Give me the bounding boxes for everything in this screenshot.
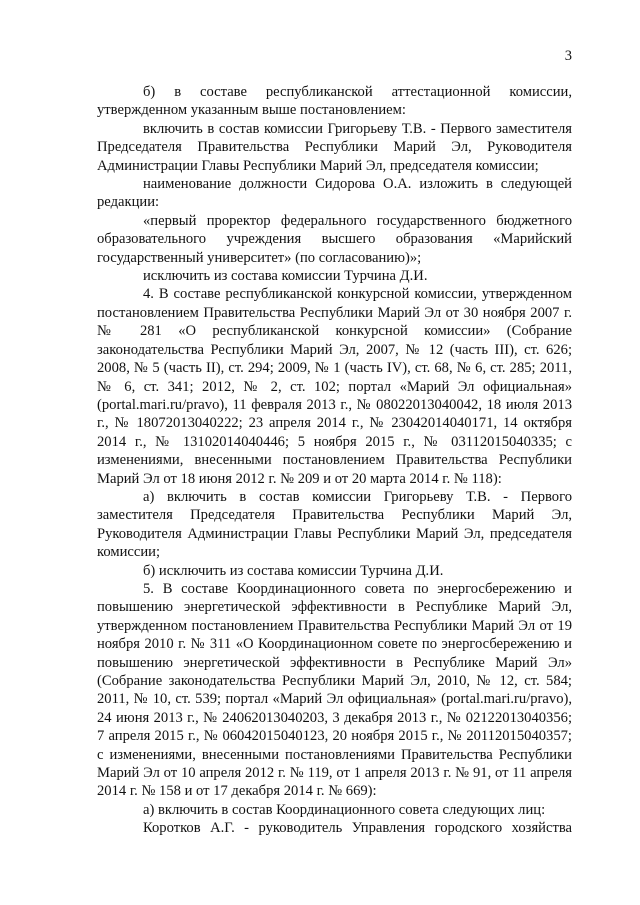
- paragraph-exclude-turchin: исключить из состава комиссии Турчина Д.И.: [143, 268, 428, 285]
- document-body: [97, 83, 572, 837]
- paragraph-rename-sidorov: наименование должности Сидорова О.А. изложить в следующей редакции:: [97, 176, 572, 211]
- paragraph-4b-exclude-turchin: б) исключить из состава комиссии Турчина Д.И.: [143, 562, 444, 579]
- page-number: 3: [564, 48, 572, 64]
- paragraph-include-grigorieva: включить в состав комиссии Григорьеву Т.В. - Первого заместителя Председателя Правительства Республики Марий Эл, Руководителя Администрации Главы Республики Марий Эл, председателя комиссии;: [97, 120, 572, 174]
- paragraph-5a-include-persons: а) включить в состав Координационного совета следующих лиц:: [143, 801, 546, 818]
- paragraph-4-competition-commission: 4. В составе республиканской конкурсной комиссии, утвержденном постановлением Правительства Республики Марий Эл от 30 ноября 2007 г. № 281 «О республиканской конкурсной комиссии» (Собрание законодательства Республики Марий Эл, 2007, № 12 (часть III), ст. 626; 2008, № 5 (часть II), ст. 294; 2009, № 1 (часть IV), ст. 68, № 6, ст. 285; 2011, № 6, ст. 341; 2012, № 2, ст. 102; портал «Марий Эл официальная» (portal.mari.ru/pravo), 11 февраля 2013 г., № 08022013040042, 18 июля 2013 г., № 18072013040222; 23 апреля 2014 г., № 23042014040171, 14 октября 2014 г., № 13102014040446; 5 ноября 2015 г., № 03112015040335; с изменениями, внесенными постановлением Правительства Республики Марий Эл от 18 июня 2012 г. № 209 и от 20 марта 2014 г. № 118):: [97, 286, 572, 487]
- paragraph-new-title: «первый проректор федерального государственного бюджетного образовательного учреждения высшего образования «Марийский государственный университет» (по согласованию)»;: [97, 212, 572, 266]
- paragraph-4a-include-grigorieva: а) включить в состав комиссии Григорьеву Т.В. - Первого заместителя Председателя Правительства Республики Марий Эл, Руководителя Администрации Главы Республики Марий Эл, председателя комиссии;: [97, 488, 572, 561]
- paragraph-5-coordination-council: 5. В составе Координационного совета по энергосбережению и повышению энергетической эффективности в Республике Марий Эл, утвержденном постановлением Правительства Республики Марий Эл от 19 ноября 2010 г. № 311 «О Координационном совете по энергосбережению и повышению энергетической эффективности в Республике Марий Эл» (Собрание законодательства Республики Марий Эл, 2010, № 12, ст. 584; 2011, № 10, ст. 539; портал «Марий Эл официальная» (portal.mari.ru/pravo), 24 июня 2013 г., № 24062013040203, 3 декабря 2013 г., № 02122013040356; 7 апреля 2015 г., № 06042015040123, 20 ноября 2015 г., № 20112015040357; с изменениями, внесенными постановлениями Правительства Республики Марий Эл от 10 апреля 2012 г. № 119, от 1 апреля 2013 г. № 91, от 11 апреля 2014 г. № 158 и от 17 декабря 2014 г. № 669):: [97, 580, 572, 800]
- paragraph-korotkov: Коротков А.Г. - руководитель Управления городского хозяйства: [143, 820, 572, 837]
- paragraph-b-attestation-commission: б) в составе республиканской аттестационной комиссии, утвержденном указанным выше постановлением:: [97, 84, 572, 119]
